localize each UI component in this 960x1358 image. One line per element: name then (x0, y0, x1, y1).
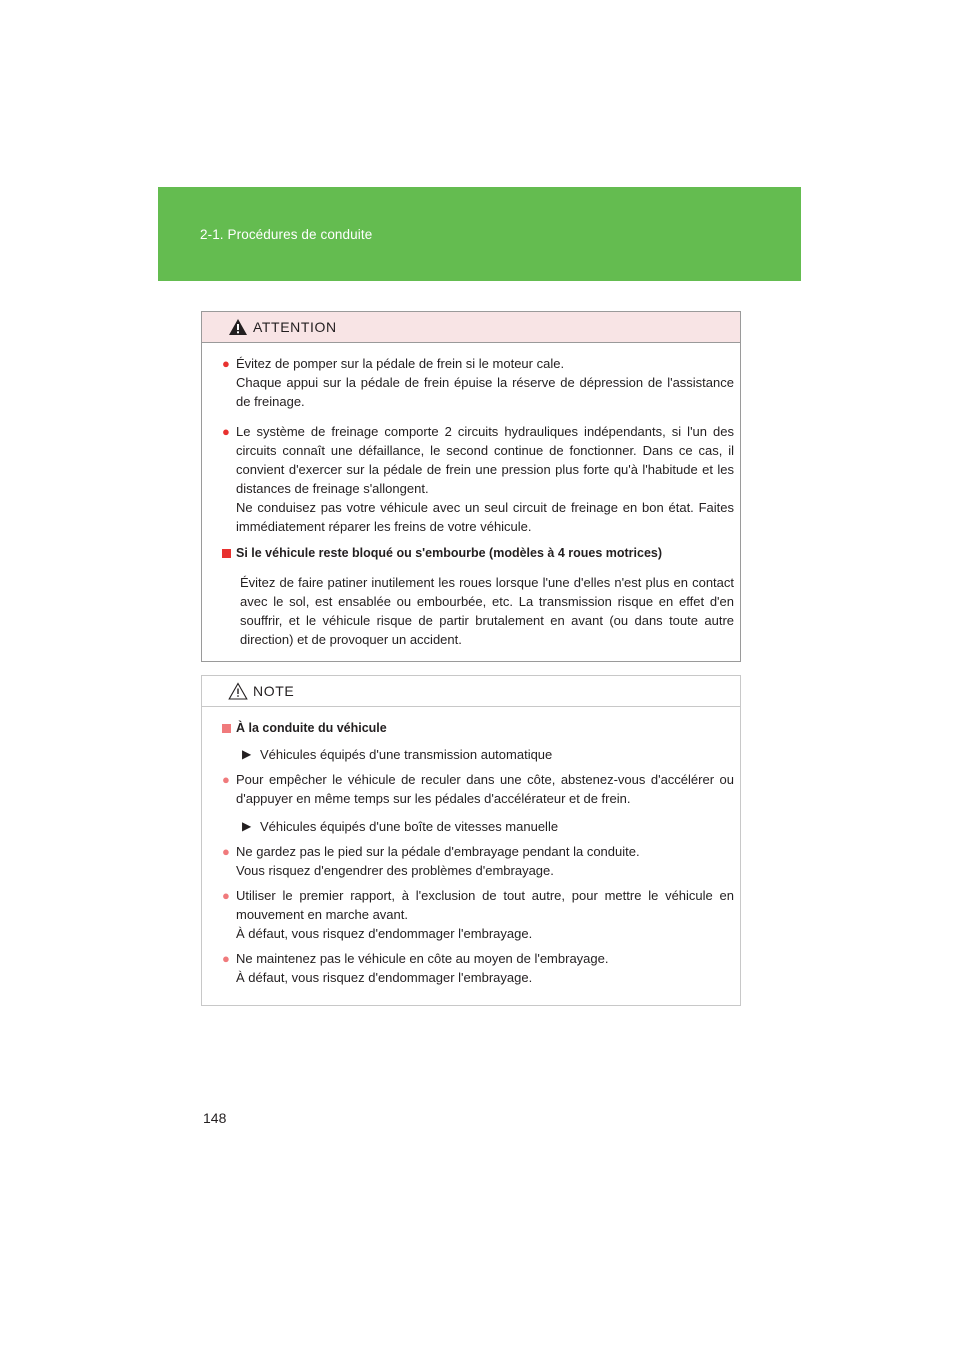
note-bullet (222, 770, 734, 808)
note-box (201, 675, 741, 1006)
note-body (202, 719, 740, 987)
paragraph: Vous risquez d'engendrer des problèmes d'embrayage. (236, 863, 554, 878)
note-bullet (222, 949, 734, 987)
paragraph: Ne gardez pas le pied sur la pédale d'embrayage pendant la conduite. (236, 844, 640, 859)
arrow-right-icon: ▶ (242, 819, 252, 833)
note-bullet (222, 886, 734, 943)
attention-bullet (222, 422, 734, 536)
section-heading-text: À la conduite du véhicule (236, 721, 387, 735)
section-heading-text: Si le véhicule reste bloqué ou s'embourbe (modèles à 4 roues motrices) (236, 546, 663, 560)
bullet-dot-icon: ● (222, 951, 230, 966)
bullet-dot-icon: ● (222, 888, 230, 903)
paragraph: À défaut, vous risquez d'endommager l'embrayage. (236, 970, 533, 985)
bullet-dot-icon: ● (222, 844, 230, 859)
paragraph: Utiliser le premier rapport, à l'exclusion de tout autre, pour mettre le véhicule en mouvement en marche avant. (236, 888, 734, 922)
paragraph: Pour empêcher le véhicule de reculer dans une côte, abstenez-vous d'accélérer ou d'appuyer en même temps sur les pédales d'accélérateur et de frein. (236, 772, 734, 806)
paragraph: Chaque appui sur la pédale de frein épuise la réserve de dépression de l'assistance de freinage. (236, 375, 734, 409)
attention-box (201, 311, 741, 662)
bullet-dot-icon: ● (222, 424, 230, 439)
arrow-right-icon: ▶ (242, 747, 252, 761)
paragraph: Ne maintenez pas le véhicule en côte au moyen de l'embrayage. (236, 951, 609, 966)
attention-body (202, 354, 740, 649)
page-number: 148 (203, 1110, 227, 1126)
note-section-heading (222, 719, 734, 738)
header-band (158, 187, 801, 281)
paragraph: À défaut, vous risquez d'endommager l'embrayage. (236, 926, 533, 941)
subheading-text: Véhicules équipés d'une boîte de vitesses manuelle (260, 819, 559, 834)
note-subheading (222, 745, 734, 764)
bullet-dot-icon: ● (222, 772, 230, 787)
paragraph: Ne conduisez pas votre véhicule avec un seul circuit de freinage en bon état. Faites immédiatement réparer les freins de votre véhicule. (236, 500, 734, 534)
paragraph: Le système de freinage comporte 2 circuits hydrauliques indépendants, si l'un des circuits connaît une défaillance, le second continue de fonctionner. Dans ce cas, il convient d'exercer sur la pédale de frein une pression plus forte qu'à l'habitude et les distances de freinage s'allongent. (236, 424, 734, 496)
square-bullet-icon (222, 724, 231, 733)
note-title: NOTE (253, 683, 295, 699)
attention-section-text: Évitez de faire patiner inutilement les roues lorsque l'une d'elles n'est plus en contact avec le sol, est ensablée ou embourbée, etc. La transmission risque en effet d'en souffrir, et le véhicule risque de partir brutalement en avant (ou dans toute autre direction) et de provoquer un accident. (240, 575, 734, 647)
section-header: 2-1. Procédures de conduite (200, 227, 373, 242)
note-bullet (222, 842, 734, 880)
note-subheading (222, 817, 734, 836)
attention-title: ATTENTION (253, 319, 337, 335)
attention-section-heading (222, 544, 734, 563)
square-bullet-icon (222, 549, 231, 558)
bullet-dot-icon: ● (222, 356, 230, 371)
warning-icon (228, 318, 248, 336)
subheading-text: Véhicules équipés d'une transmission automatique (260, 747, 553, 762)
note-title-bar (202, 676, 740, 707)
caution-outline-icon (228, 682, 248, 700)
paragraph: Évitez de pomper sur la pédale de frein si le moteur cale. (236, 356, 565, 371)
attention-title-bar (202, 312, 740, 343)
attention-bullet (222, 354, 734, 411)
